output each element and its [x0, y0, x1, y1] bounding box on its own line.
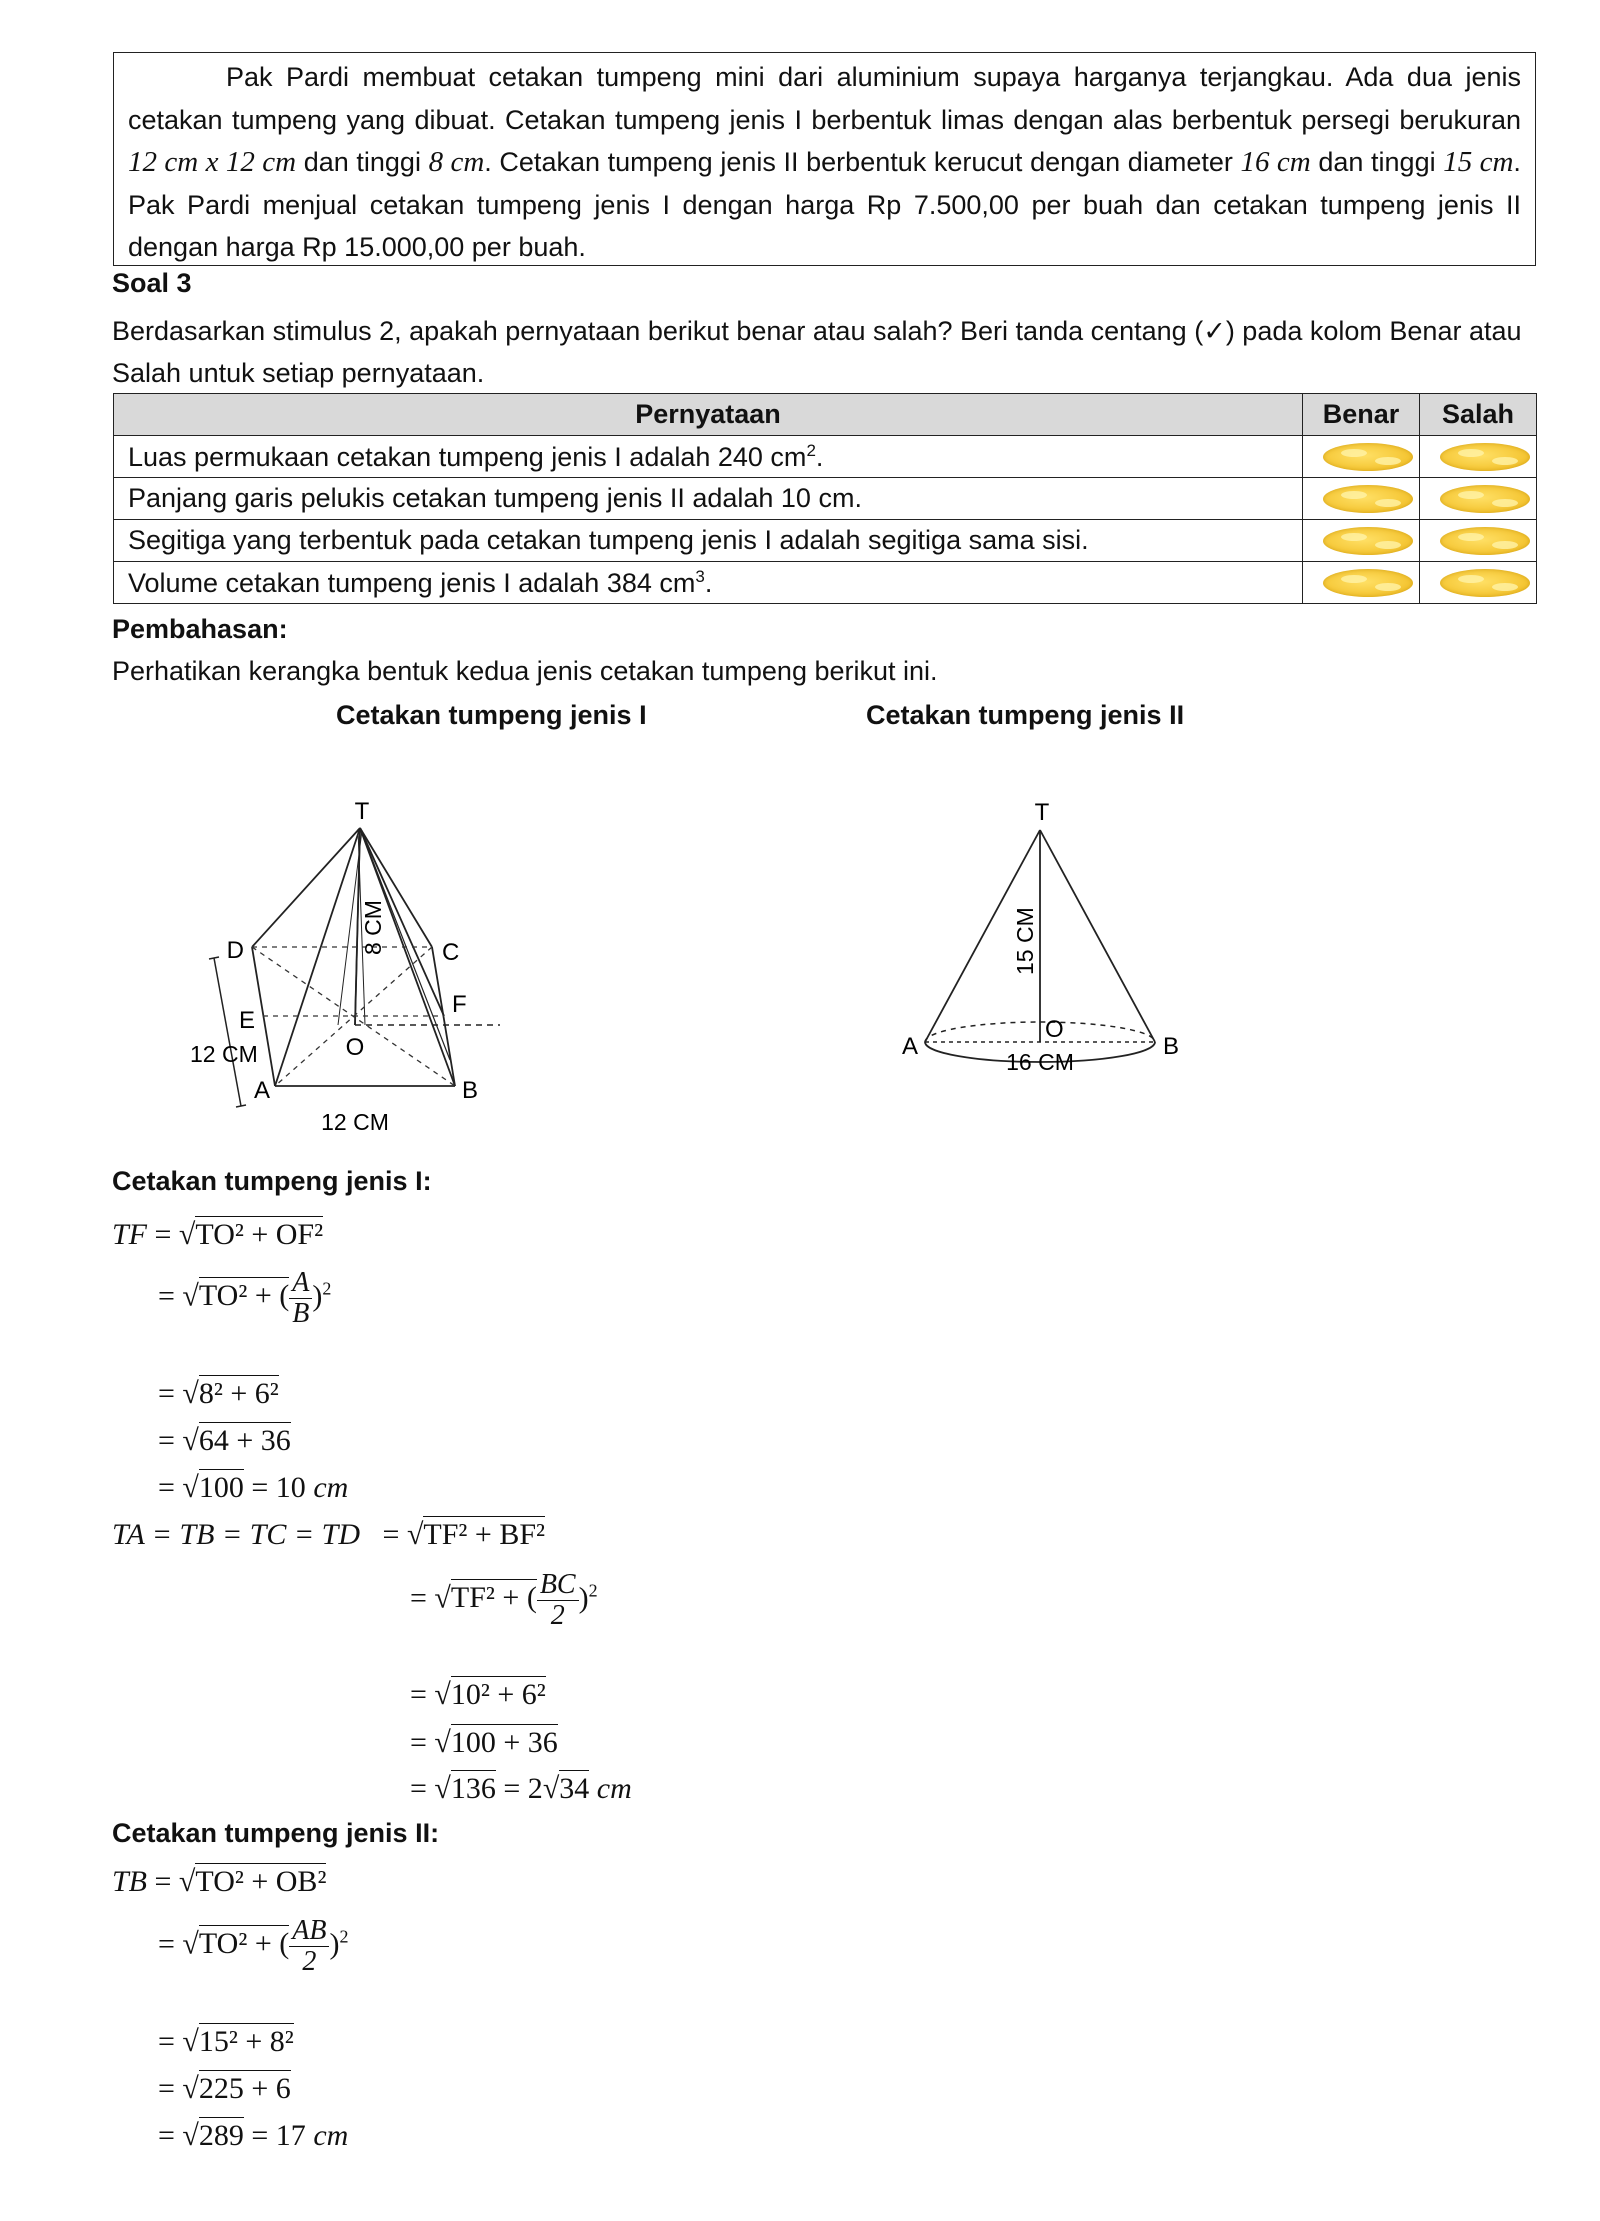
- table-row: [114, 436, 1537, 478]
- eq-line-11: TB = √TO² + OB²: [112, 1865, 327, 1898]
- statement-cell: [114, 478, 1303, 520]
- eq-line-10: = √136 = 2√34 cm: [410, 1772, 632, 1805]
- stimulus-text-1: Pak Pardi membuat cetakan tumpeng mini dari aluminium supaya harganya terjangkau. Ada dua jenis cetakan tumpeng yang dibuat. Cetakan tumpeng jenis I berbentuk limas dengan alas berbentuk persegi berukuran: [128, 62, 1521, 135]
- radicand: TO² + OB²: [195, 1865, 327, 1898]
- table-row: [114, 478, 1537, 520]
- header-pernyataan: Pernyataan: [114, 394, 1303, 436]
- eq-line-2: = √TO² + ( $\frac{A}{B}$ )$^2$: [158, 1267, 332, 1329]
- statement-end: .: [815, 441, 824, 472]
- answer-blob: [1323, 569, 1413, 597]
- radicand: 225 + 6: [198, 2072, 291, 2105]
- numerator: A: [289, 1268, 312, 1299]
- statement-sup: 2: [806, 440, 816, 460]
- eq-unit: cm: [596, 1772, 632, 1805]
- eq-result: = 10: [243, 1471, 314, 1504]
- radicand: 64 + 36: [198, 1424, 291, 1457]
- fraction: [537, 1570, 579, 1631]
- stimulus-text-5: . Pak Pardi menjual cetakan tumpeng jenis I dengan harga Rp 7.500,00 per buah dan cetakan tumpeng jenis II dengan harga Rp 15.000,00 per buah.: [128, 147, 1521, 262]
- statement-end: .: [704, 567, 713, 598]
- stimulus-math-2: 8 cm: [428, 146, 485, 178]
- edge-TB: [360, 828, 455, 1086]
- label-O: O: [345, 1034, 365, 1061]
- eq-line-12: = √TO² + ( $\frac{AB}{2}$ )$^2$: [158, 1915, 349, 1977]
- pembahasan-heading: Pembahasan:: [112, 614, 288, 644]
- radicand: TF² + (: [450, 1581, 537, 1615]
- denominator: B: [292, 1298, 310, 1329]
- stimulus-math-4: 15 cm: [1443, 146, 1514, 178]
- eq-line-8: = √10² + 6²: [410, 1678, 546, 1711]
- benar-checkbox[interactable]: [1303, 478, 1420, 520]
- stimulus-math-3: 16 cm: [1240, 146, 1311, 178]
- statement-text: Luas permukaan cetakan tumpeng jenis I adalah 240 cm: [128, 441, 807, 472]
- instruction-text: Berdasarkan stimulus 2, apakah pernyataan berikut benar atau salah? Beri tanda centang (✓) pada kolom Benar atau Salah untuk setiap pernyataan.: [112, 316, 1522, 388]
- stimulus-box: [113, 52, 1536, 266]
- statement-text: Segitiga yang terbentuk pada cetakan tumpeng jenis I adalah segitiga sama sisi.: [128, 525, 1089, 555]
- salah-checkbox[interactable]: [1420, 478, 1537, 520]
- radicand: TO² + OF²: [195, 1218, 324, 1251]
- cone-right-edge: [1040, 830, 1155, 1042]
- statement-cell: [114, 436, 1303, 478]
- height-label: 8 CM: [360, 900, 386, 955]
- statement-table: [113, 393, 1537, 604]
- stimulus-text-4: dan tinggi: [1310, 147, 1444, 177]
- statement-text: Volume cetakan tumpeng jenis I adalah 384 cm: [128, 567, 696, 598]
- salah-checkbox[interactable]: [1420, 436, 1537, 478]
- header-benar: Benar: [1303, 394, 1420, 436]
- stimulus-text-2: dan tinggi: [296, 147, 429, 177]
- eq-line-3: = √8² + 6²: [158, 1377, 279, 1410]
- label-D: D: [226, 937, 244, 964]
- fraction: [289, 1268, 312, 1329]
- stimulus-text-3: . Cetakan tumpeng jenis II berbentuk kerucut dengan diameter: [484, 147, 1241, 177]
- eq-line-1: TF = √TO² + OF²: [112, 1218, 324, 1251]
- eq-mid: = 2: [495, 1772, 543, 1805]
- perhatikan-text: Perhatikan kerangka bentuk kedua jenis cetakan tumpeng berikut ini.: [112, 656, 938, 686]
- radicand: TO² + (: [198, 1927, 290, 1961]
- statement-text: Panjang garis pelukis cetakan tumpeng jenis II adalah 10 cm.: [128, 483, 862, 513]
- section2-title: Cetakan tumpeng jenis II:: [112, 1818, 440, 1848]
- numerator: BC: [537, 1570, 579, 1601]
- eq-line-9: = √100 + 36: [410, 1726, 558, 1759]
- answer-blob: [1440, 527, 1530, 555]
- label-T: T: [354, 798, 370, 825]
- table-header-row: [114, 394, 1537, 436]
- statement-cell: [114, 562, 1303, 604]
- label-E: E: [238, 1007, 255, 1034]
- dim-tick: [236, 1105, 246, 1107]
- radicand: 8² + 6²: [198, 1377, 279, 1410]
- answer-blob: [1323, 527, 1413, 555]
- stimulus-math-1: 12 cm x 12 cm: [128, 146, 297, 178]
- numerator: AB: [289, 1916, 329, 1947]
- label-C: C: [442, 939, 460, 966]
- radicand: 289: [198, 2119, 244, 2152]
- benar-checkbox[interactable]: [1303, 562, 1420, 604]
- eq-unit: cm: [313, 2119, 349, 2152]
- eq-line-4: = √64 + 36: [158, 1424, 291, 1457]
- section1-title: Cetakan tumpeng jenis I:: [112, 1166, 432, 1196]
- eq-line-6: TA = TB = TC = TD = √TF² + BF²: [112, 1518, 546, 1551]
- edge-TD: [252, 828, 360, 947]
- cone-diagram: [880, 780, 1220, 1080]
- statement-cell: [114, 520, 1303, 562]
- figure1-caption: Cetakan tumpeng jenis I: [336, 700, 647, 730]
- fraction: [289, 1916, 329, 1977]
- denominator: 2: [302, 1946, 317, 1977]
- statement-sup: 3: [695, 566, 705, 586]
- benar-checkbox[interactable]: [1303, 436, 1420, 478]
- cone-height-label: 15 CM: [1012, 907, 1038, 975]
- header-salah: Salah: [1420, 394, 1537, 436]
- eq-line-15: = √289 = 17 cm: [158, 2119, 349, 2152]
- salah-checkbox[interactable]: [1420, 562, 1537, 604]
- answer-blob: [1323, 485, 1413, 513]
- table-row: [114, 562, 1537, 604]
- table-row: [114, 520, 1537, 562]
- eq-line-5: = √100 = 10 cm: [158, 1471, 349, 1504]
- radicand: 100: [198, 1471, 244, 1504]
- figure2-caption: Cetakan tumpeng jenis II: [866, 700, 1185, 730]
- label-A: A: [253, 1077, 270, 1104]
- answer-blob: [1440, 569, 1530, 597]
- eq-lhs: TF: [112, 1218, 148, 1251]
- cone-label-B: B: [1163, 1033, 1180, 1060]
- radicand: 100 + 36: [450, 1726, 558, 1759]
- radicand: 136: [450, 1772, 496, 1805]
- base-label: 12 CM: [321, 1109, 389, 1135]
- eq-line-14: = √225 + 6: [158, 2072, 291, 2105]
- cone-label-T: T: [1034, 799, 1050, 826]
- cone-label-O: O: [1045, 1016, 1064, 1043]
- dim-tick: [209, 957, 219, 959]
- side-dimension-line: [214, 958, 241, 1106]
- eq-lhs: TB: [112, 1865, 148, 1898]
- radicand: TF² + BF²: [423, 1518, 546, 1551]
- denominator: 2: [550, 1600, 565, 1631]
- label-F: F: [452, 991, 467, 1018]
- eq-result: = 17: [243, 2119, 314, 2152]
- soal-title: Soal 3: [112, 268, 192, 298]
- eq-unit: cm: [313, 1471, 349, 1504]
- side-label: 12 CM: [190, 1041, 258, 1067]
- salah-checkbox[interactable]: [1420, 520, 1537, 562]
- radicand: TO² + (: [198, 1279, 290, 1313]
- radicand: 15² + 8²: [198, 2025, 294, 2058]
- eq-line-7: = √TF² + ( $\frac{BC}{2}$ )$^2$: [410, 1569, 598, 1631]
- eq-line-13: = √15² + 8²: [158, 2025, 294, 2058]
- radicand: 34: [559, 1772, 590, 1805]
- cone-diameter-label: 16 CM: [1006, 1049, 1074, 1075]
- cone-label-A: A: [901, 1033, 918, 1060]
- answer-blob: [1323, 443, 1413, 471]
- eq-lhs: TA = TB = TC = TD: [112, 1518, 361, 1551]
- benar-checkbox[interactable]: [1303, 520, 1420, 562]
- pyramid-diagram: [190, 780, 700, 1140]
- answer-blob: [1440, 443, 1530, 471]
- answer-blob: [1440, 485, 1530, 513]
- radicand: 10² + 6²: [450, 1678, 546, 1711]
- label-B: B: [462, 1077, 479, 1104]
